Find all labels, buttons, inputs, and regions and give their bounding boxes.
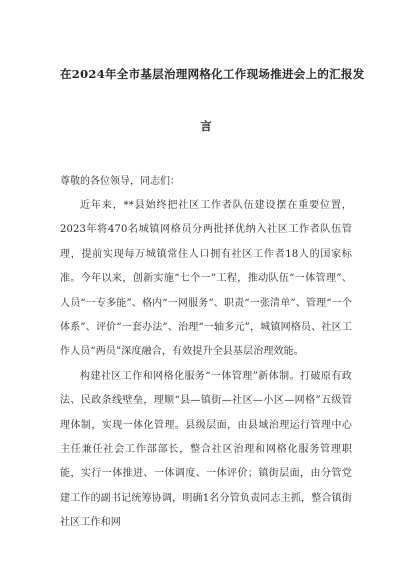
body-paragraph: 近年来，**县始终把社区工作者队伍建设摆在重要位置，2023年将470名城镇网格员分两批择优纳入社区工作者队伍管理，提前实现每万城镇常住人口拥有社区工作者18人的国家标准。今年以来，创新实施“七个一”工程，推动队伍“一体管理”、人员“一专多能”、格内“一网服务”、职责“一张清单”、管理“一个体系”、评价“一套办法”、治理“一轴多元”，城镇网格员、社区工作人员“两员”深度融合，有效提升全县基层治理效能。 [60,200,352,358]
document-title: 在2024年全市基层治理网格化工作现场推进会上的汇报发 [60,67,365,81]
salutation: 尊敬的各位领导，同志们： [60,176,180,187]
document-title-continued: 言 [200,119,212,133]
body-paragraph: 构建社区工作和网格化服务“一体管理”新体制。打破原有政法、民政条线壁垒，理顺“县—镇街—社区—小区—网格”五级管理体制，实现一体化管理。县级层面，由县域治理运行管理中心主任兼任社会工作部部长，整合社区治理和网格化服务管理职能，实行一体推进、一体调度、一体评价；镇街层面，由分管党建工作的副书记统筹协调，明确1名分管负责同志主抓，整合镇街社区工作和网 [60,370,352,529]
